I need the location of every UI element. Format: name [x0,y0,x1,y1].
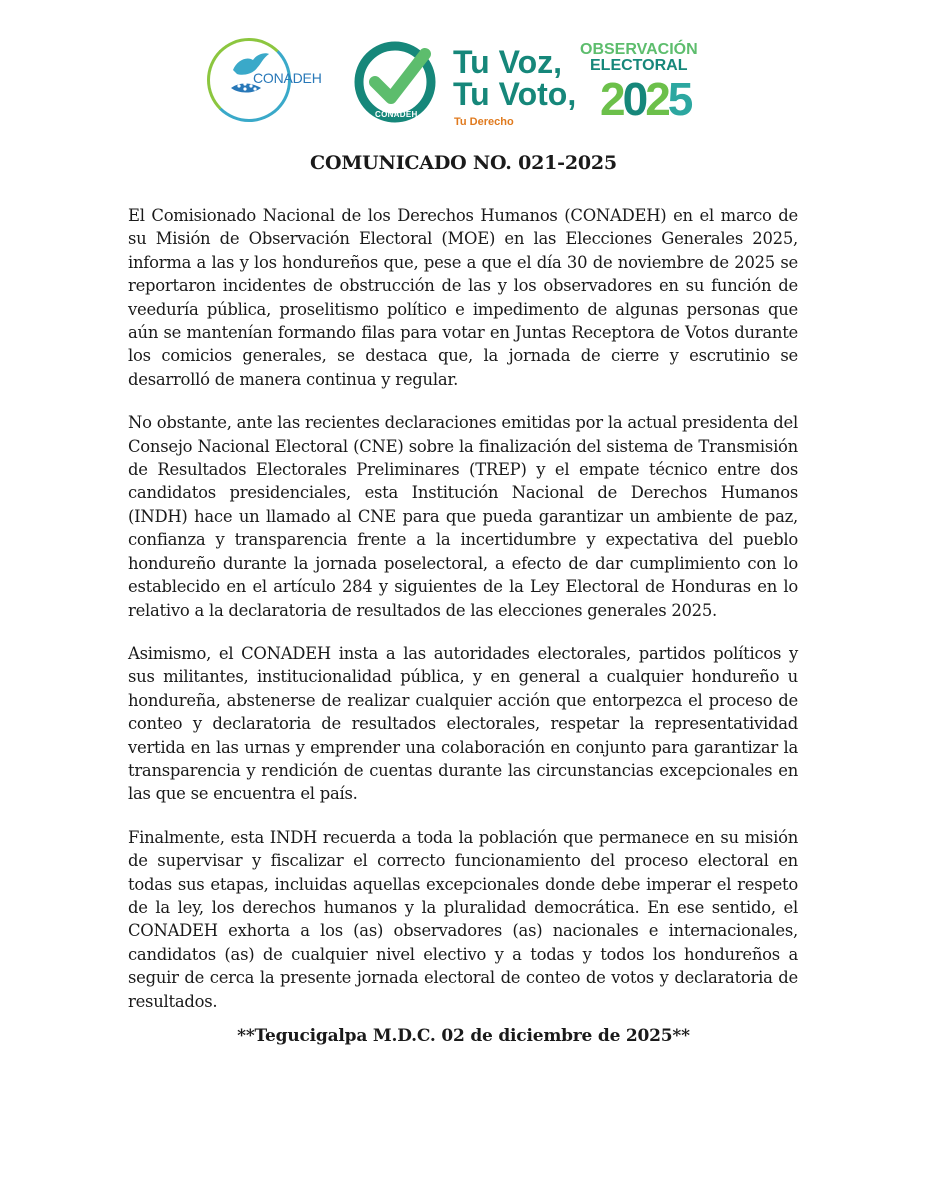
check-logo-label: CONADEH [375,110,418,119]
observation-line-1: OBSERVACIÓN [580,41,698,58]
place-and-date: **Tegucigalpa M.D.C. 02 de diciembre de 2025** [237,1026,690,1046]
year-digit: 0 [622,73,646,125]
slogan-line-2: Tu Voto, [453,76,577,112]
year-digit: 2 [645,73,668,125]
slogan-subtitle: Tu Derecho [454,116,514,128]
conadeh-logo-text: CONADEH [253,70,322,86]
document-title: COMUNICADO NO. 021-2025 [310,152,617,174]
observation-year [600,74,690,124]
paragraph: No obstante, ante las recientes declaraciones emitidas por la actual presidenta del Consejo Nacional Electoral (CNE) sobre la finalización del sistema de Transmisión de Resultados Electorales Preliminares (TREP) y el empate técnico entre dos candidatos presidenciales, esta Institución Nacional de Derechos Humanos (INDH) hace un llamado al CNE para que pueda garantizar un ambiente de paz, confianza y transparencia frente a la incertidumbre y expectativa del pueblo hondureño durante la jornada poselectoral, a efecto de dar cumplimiento con lo establecido en el artículo 284 y siguientes de la Ley Electoral de Honduras en lo relativo a la declaratoria de resultados de las elecciones generales 2025. [128,413,798,620]
document-body [128,204,798,1033]
conadeh-logo [205,36,345,136]
header-logos [0,28,927,138]
year-digit: 5 [667,73,691,125]
year-digit: 2 [600,73,623,125]
paragraph: Asimismo, el CONADEH insta a las autoridades electorales, partidos políticos y sus militantes, institucionalidad pública, y en general a cualquier hondureño u hondureña, abstenerse de realizar cualquier acción que entorpezca el proceso de conteo y declaratoria de resultados electorales, respetar la representatividad vertida en las urnas y emprender una colaboración en conjunto para garantizar la transparencia y rendición de cuentas durante las circunstancias excepcionales en las que se encuentra el país. [128,643,798,804]
paragraph: Finalmente, esta INDH recuerda a toda la población que permanece en su misión de supervisar y fiscalizar el correcto funcionamiento del proceso electoral en todas sus etapas, incluidas aquellas excepcionales donde debe imperar el respeto de la ley, los derechos humanos y la pluralidad democrática. En ese sentido, el CONADEH exhorta a los (as) observadores (as) nacionales e internacionales, candidatos (as) de cualquier nivel electivo y a todas y todos los hondureños a seguir de cerca la presente jornada electoral de conteo de votos y declaratoria de resultados. [128,827,798,1011]
paragraph: El Comisionado Nacional de los Derechos Humanos (CONADEH) en el marco de su Misión de Observación Electoral (MOE) en las Elecciones Generales 2025, informa a las y los hondureños que, pese a que el día 30 de noviembre de 2025 se reportaron incidentes de obstrucción de las y los observadores en su función de veeduría pública, proselitismo político e impedimento de algunas personas que aún se mantenían formando filas para votar en Juntas Receptora de Votos durante los comicios generales, se destaca que, la jornada de cierre y escrutinio se desarrolló de manera continua y regular. [128,206,798,389]
slogan-line-1: Tu Voz, [453,44,563,80]
tu-voz-tu-voto-logo [353,38,583,138]
observacion-electoral-logo [580,40,722,130]
observation-line-2: ELECTORAL [590,57,688,74]
